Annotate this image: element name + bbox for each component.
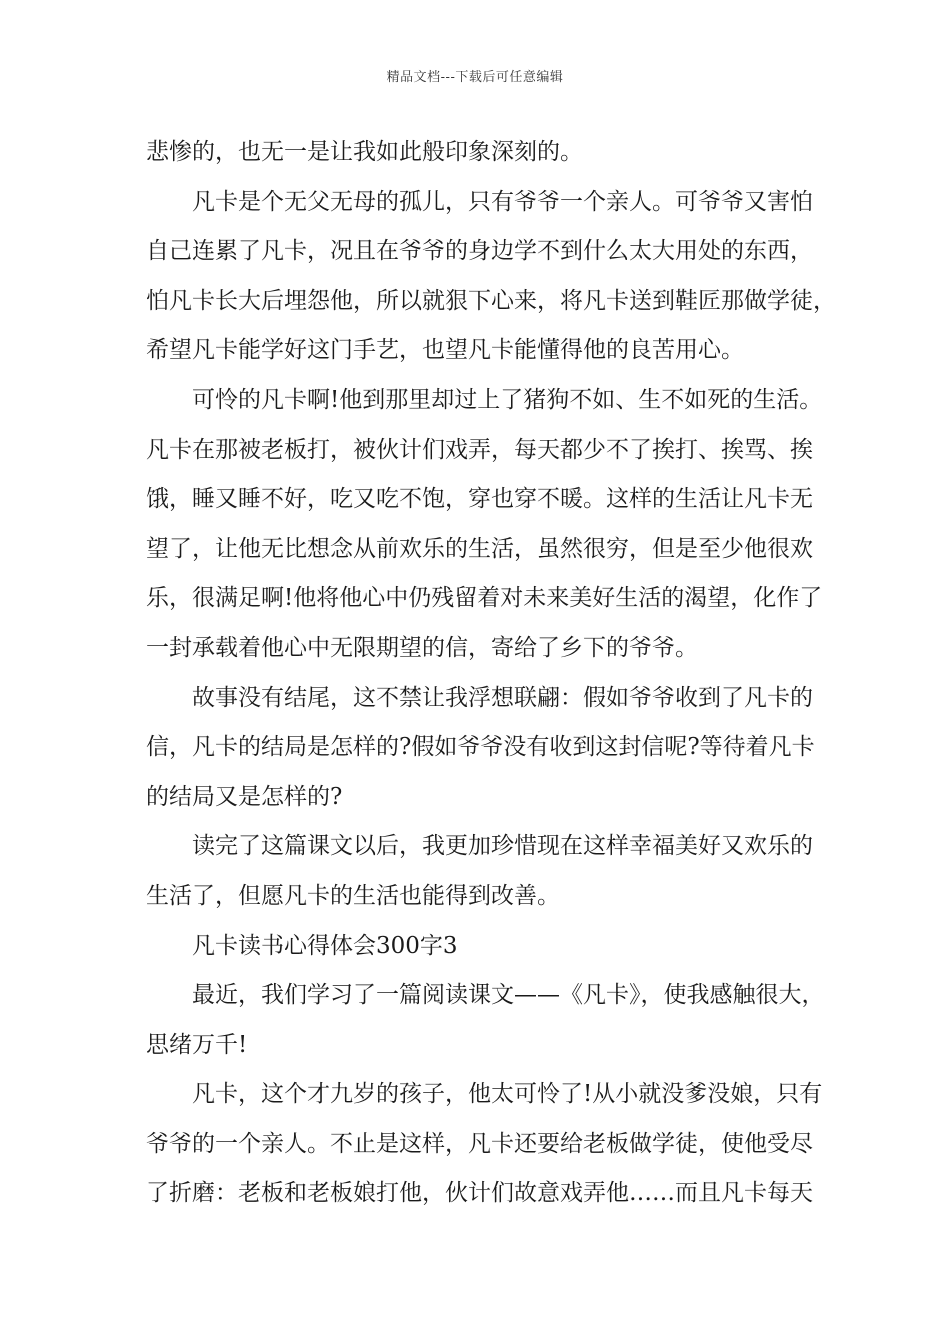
text-line: 乐，很满足啊!他将他心中仍残留着对未来美好生活的渴望，化作了 <box>146 585 823 612</box>
text-line: 凡卡是个无父无母的孤儿，只有爷爷一个亲人。可爷爷又害怕 <box>192 188 813 215</box>
text-line: 自己连累了凡卡，况且在爷爷的身边学不到什么太大用处的东西， <box>146 238 813 265</box>
text-line: 可怜的凡卡啊!他到那里却过上了猪狗不如、生不如死的生活。 <box>192 386 823 413</box>
text-line: 悲惨的，也无一是让我如此般印象深刻的。 <box>146 139 583 165</box>
text-line: 一封承载着他心中无限期望的信，寄给了乡下的爷爷。 <box>146 634 698 661</box>
page-header: 精品文档---下载后可任意编辑 <box>386 70 564 85</box>
text-line: 怕凡卡长大后埋怨他，所以就狠下心来，将凡卡送到鞋匠那做学徒， <box>146 287 836 314</box>
text-line: 望了，让他无比想念从前欢乐的生活，虽然很穷，但是至少他很欢 <box>146 535 813 562</box>
text-line: 了折磨：老板和老板娘打他，伙计们故意戏弄他……而且凡卡每天 <box>146 1180 813 1207</box>
text-line: 凡卡，这个才九岁的孩子，他太可怜了!从小就没爹没娘，只有 <box>192 1081 823 1108</box>
section-heading: 凡卡读书心得体会300字3 <box>192 932 458 959</box>
text-line: 凡卡在那被老板打，被伙计们戏弄，每天都少不了挨打、挨骂、挨 <box>146 436 813 463</box>
text-line: 希望凡卡能学好这门手艺，也望凡卡能懂得他的良苦用心。 <box>146 337 744 364</box>
text-line: 最近，我们学习了一篇阅读课文——《凡卡》，使我感触很大， <box>192 982 825 1009</box>
text-line: 故事没有结尾，这不禁让我浮想联翩：假如爷爷收到了凡卡的 <box>192 684 813 711</box>
text-line: 思绪万千! <box>146 1031 248 1058</box>
text-line: 饿，睡又睡不好，吃又吃不饱，穿也穿不暖。这样的生活让凡卡无 <box>146 486 813 513</box>
text-line: 爷爷的一个亲人。不止是这样，凡卡还要给老板做学徒，使他受尽 <box>146 1130 813 1157</box>
text-line: 读完了这篇课文以后，我更加珍惜现在这样幸福美好又欢乐的 <box>192 833 813 860</box>
text-line: 信，凡卡的结局是怎样的?假如爷爷没有收到这封信呢?等待着凡卡 <box>146 734 815 761</box>
document-body <box>146 128 836 1219</box>
text-line: 的结局又是怎样的? <box>146 783 343 810</box>
text-line: 生活了，但愿凡卡的生活也能得到改善。 <box>146 882 560 909</box>
